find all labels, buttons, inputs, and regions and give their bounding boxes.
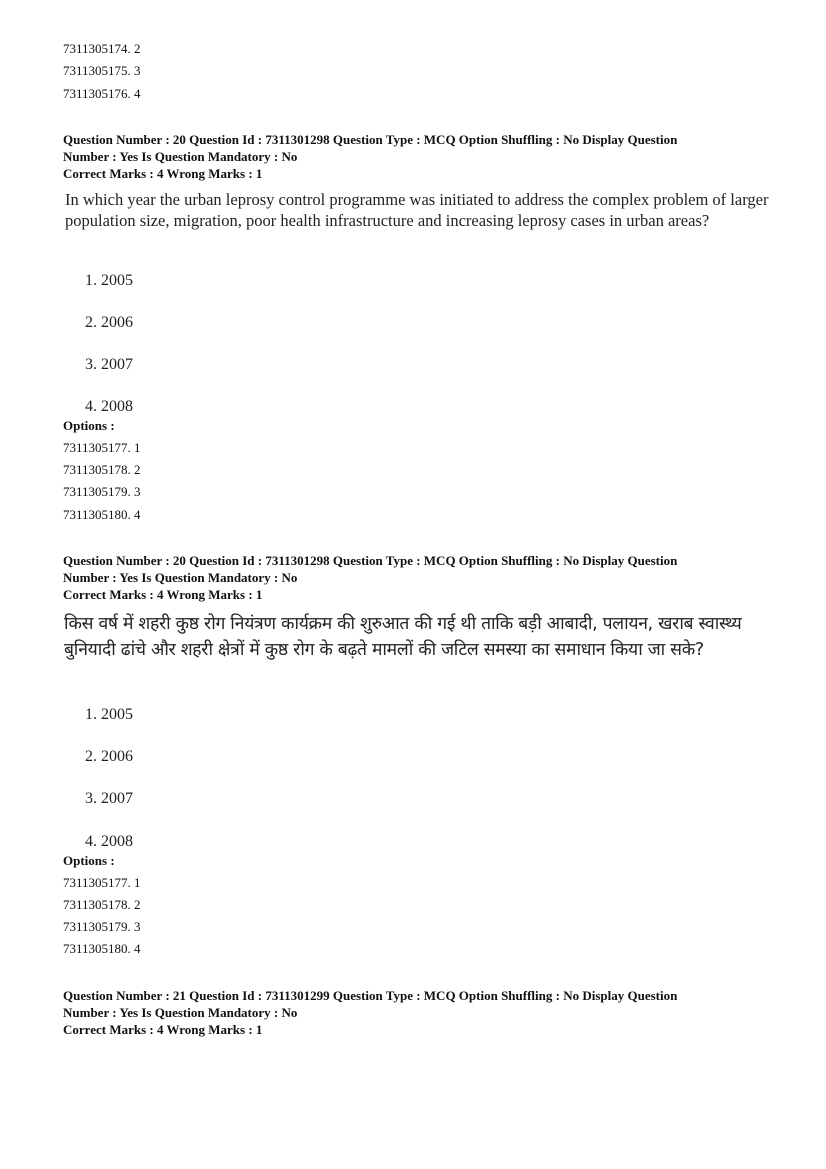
marks-line: Correct Marks : 4 Wrong Marks : 1 [63,587,263,602]
options-label: Options : [63,853,115,868]
question-header-line: Number : Yes Is Question Mandatory : No [63,570,298,585]
answer-choice: 4. 2008 [85,833,133,850]
answer-choice: 1. 2005 [85,272,133,289]
question-header-line: Question Number : 20 Question Id : 7311301298 Question Type : MCQ Option Shuffling : No Display Question [63,132,678,147]
option-line: 7311305180. 4 [63,941,141,956]
question-header [63,552,763,603]
question-header-line: Question Number : 21 Question Id : 7311301299 Question Type : MCQ Option Shuffling : No Display Question [63,988,678,1003]
option-line: 7311305178. 2 [63,462,141,477]
answer-choice: 3. 2007 [85,356,133,373]
option-line: 7311305180. 4 [63,507,141,522]
question-text-hindi: किस वर्ष में शहरी कुष्ठ रोग नियंत्रण कार्यक्रम की शुरुआत की गई थी ताकि बड़ी आबादी, पलायन, खराब स्वास्थ्य बुनियादी ढांचे और शहरी क्षेत्रों में कुष्ठ रोग के बढ़ते मामलों की जटिल समस्या का समाधान किया जा सके? [64,614,742,660]
option-line: 7311305177. 1 [63,875,141,890]
answer-choice: 3. 2007 [85,790,133,807]
question-header-line: Number : Yes Is Question Mandatory : No [63,149,298,164]
option-line: 7311305176. 4 [63,86,141,101]
marks-line: Correct Marks : 4 Wrong Marks : 1 [63,1022,263,1037]
question-header [63,131,763,182]
question-header-line: Question Number : 20 Question Id : 7311301298 Question Type : MCQ Option Shuffling : No Display Question [63,553,678,568]
answer-choice: 2. 2006 [85,748,133,765]
marks-line: Correct Marks : 4 Wrong Marks : 1 [63,166,263,181]
question-header [63,987,763,1038]
option-line: 7311305179. 3 [63,919,141,934]
question-header-line: Number : Yes Is Question Mandatory : No [63,1005,298,1020]
answer-choice: 4. 2008 [85,398,133,415]
answer-choice: 1. 2005 [85,706,133,723]
answer-choice: 2. 2006 [85,314,133,331]
option-line: 7311305175. 3 [63,63,141,78]
option-line: 7311305177. 1 [63,440,141,455]
option-line: 7311305179. 3 [63,484,141,499]
option-line: 7311305178. 2 [63,897,141,912]
options-label: Options : [63,418,115,433]
question-text: In which year the urban leprosy control programme was initiated to address the complex problem of larger population size, migration, poor health infrastructure and increasing leprosy cases in urban areas? [65,190,769,230]
option-line: 7311305174. 2 [63,41,141,56]
